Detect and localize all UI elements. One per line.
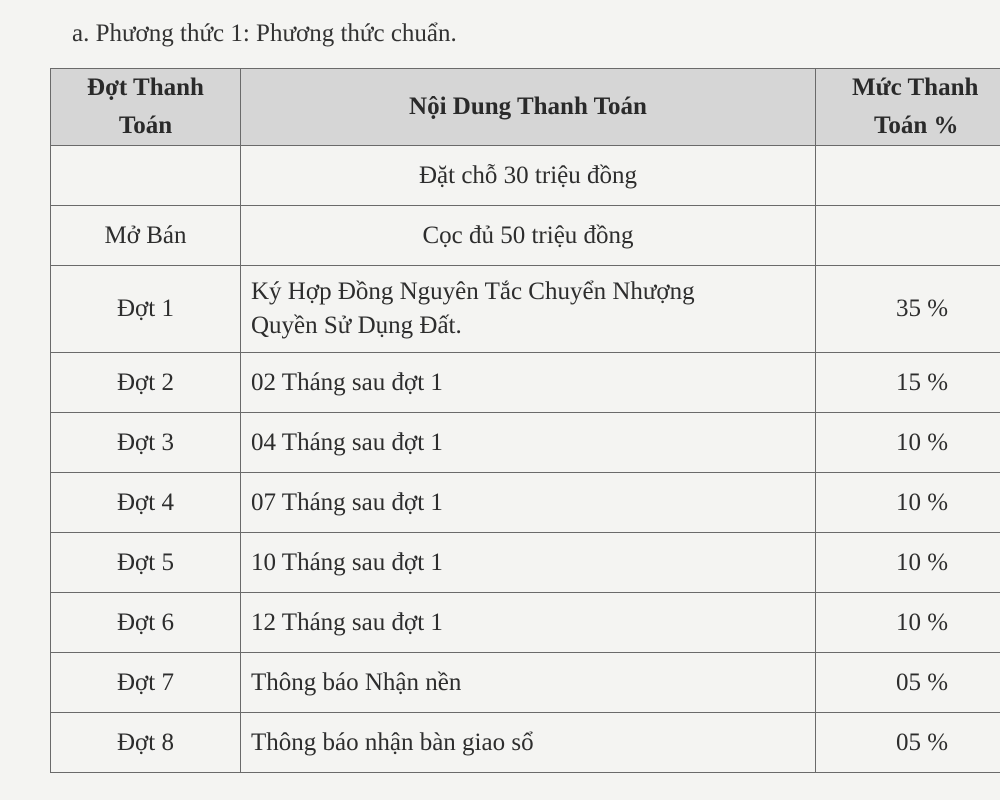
cell-percent: 15 % — [816, 353, 1000, 413]
cell-phase: Mở Bán — [51, 206, 241, 266]
cell-content — [241, 353, 816, 413]
table-row — [51, 266, 1000, 353]
cell-percent: 05 % — [816, 653, 1000, 713]
cell-content — [241, 473, 816, 533]
cell-percent — [816, 206, 1000, 266]
table-row — [51, 593, 1000, 653]
table-row — [51, 653, 1000, 713]
table-body — [51, 146, 1000, 773]
payment-schedule-table — [50, 68, 1000, 773]
cell-content-line: Cọc đủ 50 triệu đồng — [422, 221, 634, 249]
cell-content-line: 04 Tháng sau đợt 1 — [251, 428, 443, 456]
cell-content-line: Thông báo Nhận nền — [251, 668, 462, 696]
cell-phase: Đợt 5 — [51, 533, 241, 593]
cell-content — [241, 653, 816, 713]
header-phase-line1: Đợt Thanh — [87, 74, 204, 101]
table-row — [51, 413, 1000, 473]
header-percent-line2: Toán % — [874, 112, 959, 139]
header-percent-line1: Mức Thanh — [852, 74, 979, 101]
table-row — [51, 713, 1000, 773]
cell-phase: Đợt 6 — [51, 593, 241, 653]
table-row — [51, 206, 1000, 266]
cell-phase: Đợt 3 — [51, 413, 241, 473]
cell-content — [241, 593, 816, 653]
cell-content-line: Quyền Sử Dụng Đất. — [251, 312, 462, 339]
cell-content-line: 02 Tháng sau đợt 1 — [251, 368, 443, 396]
cell-content — [241, 413, 816, 473]
table-row — [51, 533, 1000, 593]
cell-content-line: 07 Tháng sau đợt 1 — [251, 488, 443, 516]
cell-content — [241, 266, 816, 353]
cell-content — [241, 146, 816, 206]
cell-phase: Đợt 4 — [51, 473, 241, 533]
cell-content-line: 10 Tháng sau đợt 1 — [251, 548, 443, 576]
header-content — [241, 69, 816, 146]
cell-percent: 10 % — [816, 473, 1000, 533]
cell-percent: 05 % — [816, 713, 1000, 773]
table-row — [51, 353, 1000, 413]
cell-phase: Đợt 7 — [51, 653, 241, 713]
cell-content — [241, 713, 816, 773]
cell-percent: 10 % — [816, 593, 1000, 653]
cell-phase: Đợt 1 — [51, 266, 241, 353]
section-heading: a. Phương thức 1: Phương thức chuẩn. — [72, 20, 457, 47]
cell-percent: 35 % — [816, 266, 1000, 353]
cell-content-line: Thông báo nhận bàn giao sổ — [251, 728, 534, 756]
cell-content-line: Ký Hợp Đồng Nguyên Tắc Chuyển Nhượng — [251, 278, 695, 305]
header-phase-line2: Toán — [118, 112, 173, 139]
cell-phase: Đợt 8 — [51, 713, 241, 773]
header-content-label: Nội Dung Thanh Toán — [409, 93, 647, 120]
table-header — [51, 69, 1000, 146]
cell-phase — [51, 146, 241, 206]
cell-content-line: Đặt chỗ 30 triệu đồng — [418, 161, 637, 189]
cell-percent: 10 % — [816, 413, 1000, 473]
header-percent — [816, 69, 1000, 146]
cell-phase: Đợt 2 — [51, 353, 241, 413]
cell-percent — [816, 146, 1000, 206]
header-phase — [51, 69, 241, 146]
cell-percent: 10 % — [816, 533, 1000, 593]
cell-content-line: 12 Tháng sau đợt 1 — [251, 608, 443, 636]
cell-content — [241, 533, 816, 593]
table-row — [51, 473, 1000, 533]
table-row — [51, 146, 1000, 206]
header-row — [51, 69, 1000, 146]
cell-content — [241, 206, 816, 266]
